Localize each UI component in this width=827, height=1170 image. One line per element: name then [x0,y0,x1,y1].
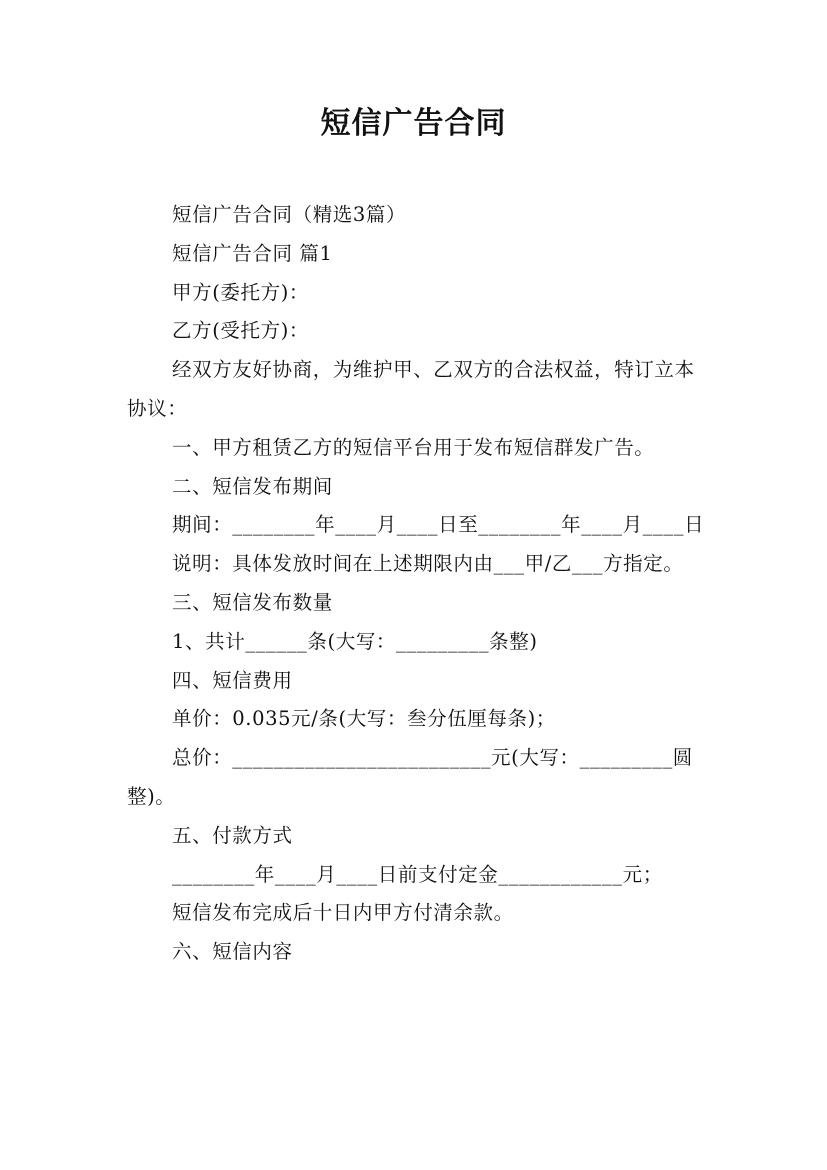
paragraph-clause-6-heading: 六、短信内容 [172,940,293,964]
document-title: 短信广告合同 [320,106,507,141]
paragraph-clause-4-heading: 四、短信费用 [172,668,293,692]
paragraph-party-a: 甲方(委托方)： [172,280,310,304]
paragraph-clause-1: 一、甲方租赁乙方的短信平台用于发布短信群发广告。 [172,435,655,459]
paragraph-period-note: 说明：具体发放时间在上述期限内由___甲/乙___方指定。 [172,552,684,576]
paragraph-total-price: 总价：_________________________元(大写：_________圆整)。 [127,746,693,808]
paragraph-quantity: 1、共计______条(大写：_________条整) [172,629,538,653]
document-body [127,196,712,972]
paragraph-deposit: ________年____月____日前支付定金____________元； [172,862,663,886]
paragraph-clause-3-heading: 三、短信发布数量 [172,590,333,614]
paragraph-unit-price: 单价：0.035元/条(大写：叁分伍厘每条)； [172,707,556,731]
paragraph-period: 期间：________年____月____日至________年____月____日 [172,513,705,537]
paragraph-balance: 短信发布完成后十日内甲方付清余款。 [172,901,514,925]
paragraph-party-b: 乙方(受托方)： [172,319,310,343]
paragraph-clause-5-heading: 五、付款方式 [172,823,293,847]
paragraph-section-heading: 短信广告合同 篇1 [172,241,333,265]
paragraph-preamble: 经双方友好协商，为维护甲、乙双方的合法权益，特订立本协议： [127,358,695,420]
paragraph-clause-2-heading: 二、短信发布期间 [172,474,333,498]
paragraph-subtitle: 短信广告合同（精选3篇） [172,203,407,226]
